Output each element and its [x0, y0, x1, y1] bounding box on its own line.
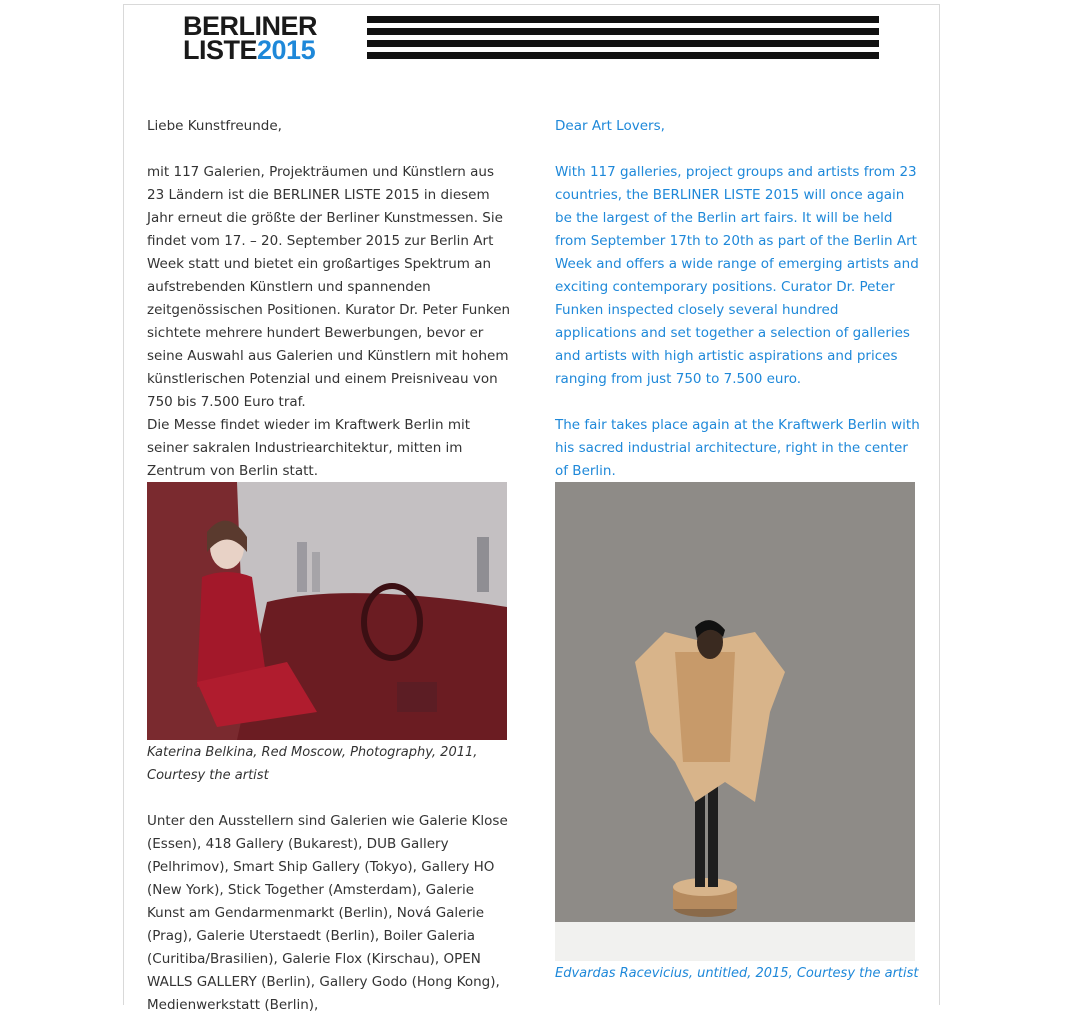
- berliner-liste-logo: [183, 11, 883, 65]
- german-greeting: Liebe Kunstfreunde,: [147, 118, 282, 134]
- german-exhibitors-paragraph: Unter den Ausstellern sind Galerien wie Galerie Klose (Essen), 418 Gallery (Bukarest), DUB Gallery (Pelhrimov), Smart Ship Gallery (Tokyo), Gallery HO (New York), Stick Together (Amsterdam), Galerie Kunst am Gendarmenmarkt (Berlin), Nová Galerie (Prag), Galerie Uterstaedt (Berlin), Boiler Galeria (Curitiba/Brasilien), Galerie Flox (Kirschau), OPEN WALLS GALLERY (Berlin), Gallery Godo (Hong Kong), Medienwerkstatt (Berlin),: [147, 813, 508, 1013]
- english-paragraph-venue: The fair takes place again at the Kraftwerk Berlin with his sacred industrial architecture, right in the center of Berlin.: [555, 417, 920, 479]
- caption-red-moscow: Katerina Belkina, Red Moscow, Photography, 2011, Courtesy the artist: [147, 745, 478, 783]
- logo-stripe: [367, 28, 879, 35]
- logo-stripe: [367, 52, 879, 59]
- german-column: [147, 115, 512, 483]
- german-paragraph-intro: mit 117 Galerien, Projekträumen und Künstlern aus 23 Ländern ist die BERLINER LISTE 2015 in diesem Jahr erneut die größte der Berliner Kunstmessen. Sie findet vom 17. – 20. September 2015 zur Berlin Art Week statt und bietet ein großartiges Spektrum an aufstrebenden Künstlern und spannenden zeitgenössischen Positionen. Kurator Dr. Peter Funken sichtete mehrere hundert Bewerbungen, bevor er seine Auswahl aus Galerien und Künstlern mit hohem künstlerischen Potenzial und einem Preisniveau von 750 bis 7.500 Euro traf.: [147, 164, 511, 410]
- artwork-photo-sculpture[interactable]: [555, 482, 915, 961]
- english-column: [555, 115, 920, 483]
- logo-stripes: [367, 16, 879, 60]
- logo-line-liste: [183, 35, 317, 65]
- logo-year: 2015: [257, 35, 316, 65]
- logo-line-berliner: BERLINER: [183, 11, 318, 41]
- logo-stripe: [367, 40, 879, 47]
- sculpture-image: [555, 482, 915, 961]
- logo-word-liste: LISTE: [183, 35, 258, 65]
- english-paragraph-intro: With 117 galleries, project groups and artists from 23 countries, the BERLINER LISTE 2015 will once again be the largest of the Berlin art fairs. It will be held from September 17th to 20th as part of the Berlin Art Week and offers a wide range of emerging artists and exciting contemporary positions. Curator Dr. Peter Funken inspected closely several hundred applications and set together a selection of galleries and artists with high artistic aspirations and prices ranging from just 750 to 7.500 euro.: [555, 164, 919, 387]
- english-greeting: Dear Art Lovers,: [555, 118, 665, 134]
- artwork-photo-red-moscow[interactable]: [147, 482, 507, 740]
- logo-text: [183, 11, 318, 65]
- red-moscow-image: [147, 482, 507, 740]
- german-paragraph-venue: Die Messe findet wieder im Kraftwerk Berlin mit seiner sakralen Industriearchitektur, mitten im Zentrum von Berlin statt.: [147, 417, 471, 479]
- logo-stripe: [367, 16, 879, 23]
- caption-sculpture: Edvardas Racevicius, untitled, 2015, Courtesy the artist: [555, 966, 919, 981]
